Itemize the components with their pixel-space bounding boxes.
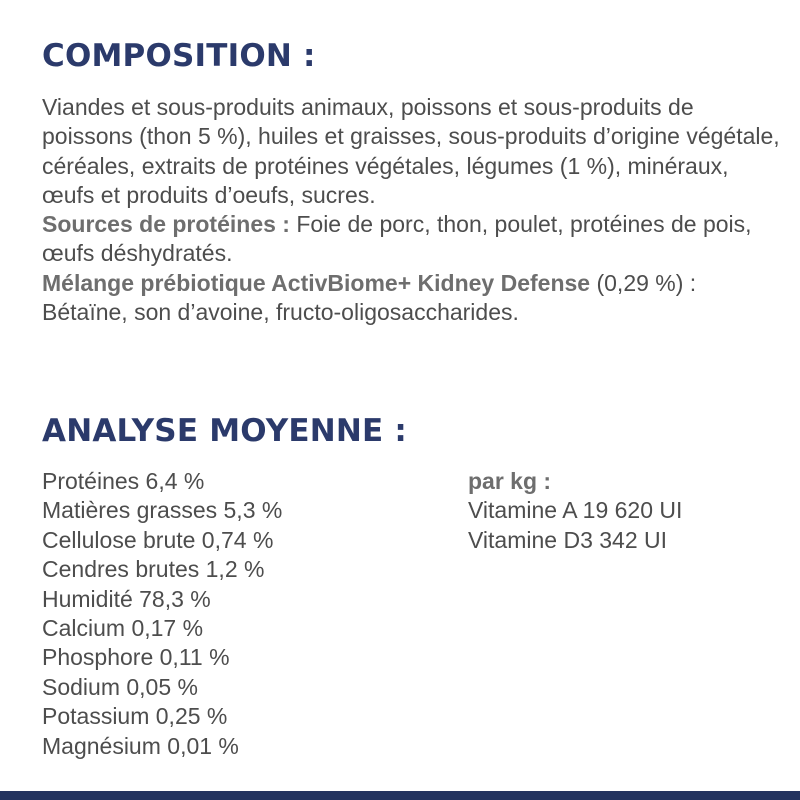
- analysis-list: [42, 467, 282, 761]
- ingredients-text: Viandes et sous-produits animaux, poissons et sous-produits de poissons (thon 5 %), huiles et graisses, sous-produits d’origine végétale, céréales, extraits de protéines végétales, légumes (1 %), minéraux, œufs et produits d’oeufs, sucres.: [42, 94, 780, 208]
- prebiotic-text: (0,29 %) : Bétaïne, son d’avoine, fructo-oligosaccharides.: [42, 269, 697, 326]
- analysis-item: Cellulose brute 0,74 %: [42, 526, 274, 553]
- analysis-item: Sodium 0,05 %: [42, 673, 198, 700]
- analysis-item: Calcium 0,17 %: [42, 615, 204, 642]
- analysis-item: Matières grasses 5,3 %: [42, 497, 283, 524]
- per-kg-list: [468, 496, 682, 555]
- per-kg-title: par kg :: [468, 468, 552, 494]
- composition-heading: COMPOSITION :: [42, 38, 316, 74]
- analysis-item: Humidité 78,3 %: [42, 585, 211, 612]
- prebiotic-paragraph: [42, 269, 782, 328]
- per-kg-block: [468, 467, 682, 555]
- vitamin-item: Vitamine A 19 620 UI: [468, 497, 683, 524]
- protein-sources-text: Foie de porc, thon, poulet, protéines de pois, œufs déshydratés.: [42, 211, 752, 267]
- analysis-item: Cendres brutes 1,2 %: [42, 556, 265, 583]
- analysis-item: Protéines 6,4 %: [42, 468, 205, 494]
- analysis-item: Phosphore 0,11 %: [42, 644, 230, 671]
- protein-sources-label: Sources de protéines :: [42, 211, 290, 238]
- protein-sources-paragraph: [42, 210, 782, 269]
- analysis-heading: ANALYSE MOYENNE :: [42, 413, 407, 449]
- bottom-brand-bar: [0, 791, 800, 800]
- analysis-item: Magnésium 0,01 %: [42, 732, 239, 759]
- analysis-item: Potassium 0,25 %: [42, 703, 228, 730]
- vitamin-item: Vitamine D3 342 UI: [468, 526, 668, 553]
- composition-body: [42, 93, 782, 327]
- prebiotic-label: Mélange prébiotique ActivBiome+ Kidney Defense: [42, 269, 591, 296]
